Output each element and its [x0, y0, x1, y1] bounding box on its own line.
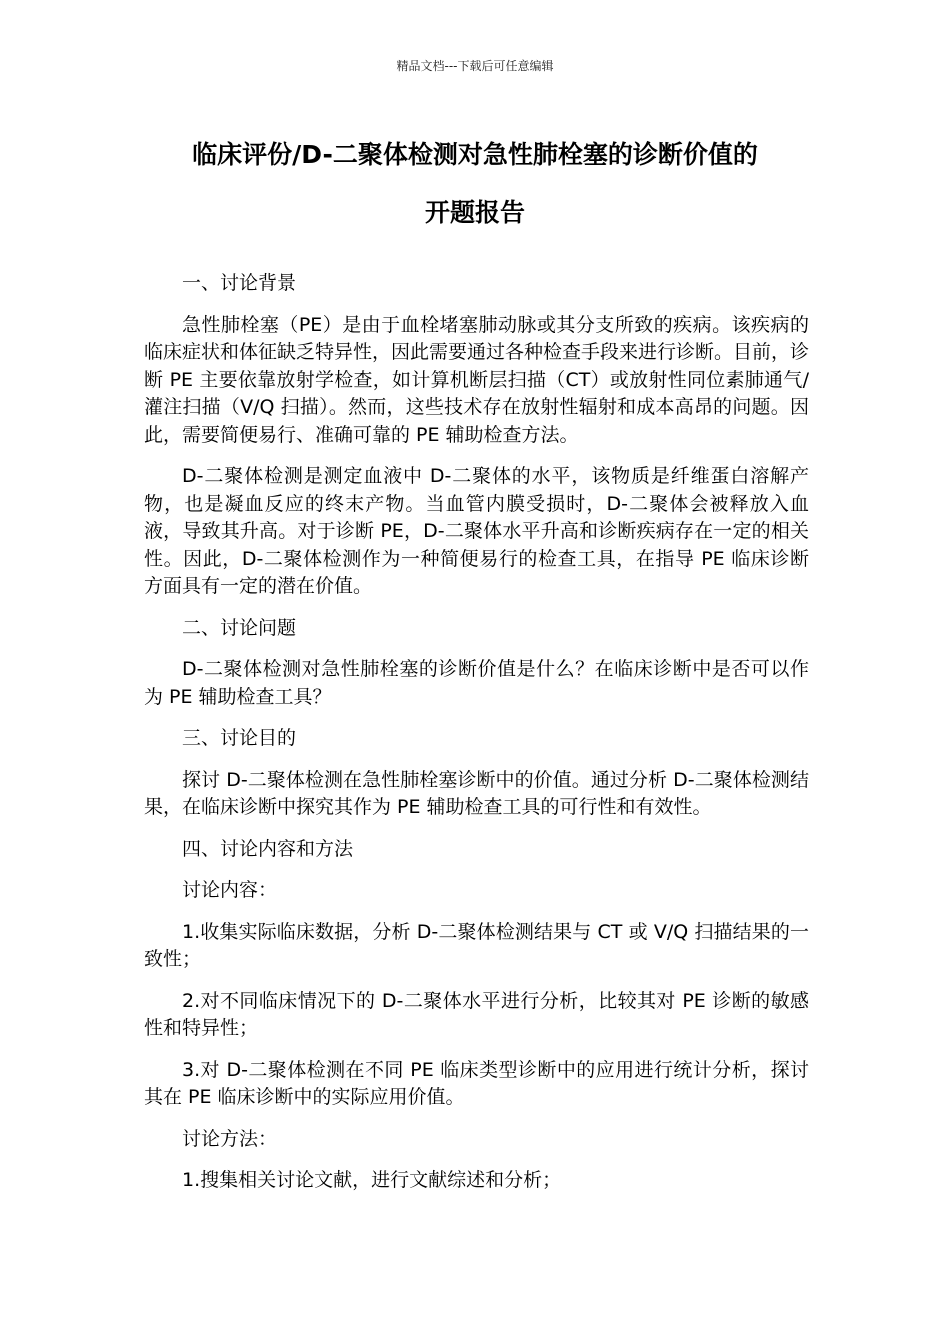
section-heading-background: 一、讨论背景 [182, 272, 297, 294]
header-note: 精品文档---下载后可任意编辑 [396, 59, 554, 73]
section-heading-question: 二、讨论问题 [182, 616, 297, 639]
content-label: 讨论内容： [182, 879, 278, 901]
paragraph-question: D-二聚体检测对急性肺栓塞的诊断价值是什么？在临床诊断中是否可以作为 PE 辅助检查工具？ [144, 658, 809, 708]
paragraph-purpose: 探讨 D-二聚体检测在急性肺栓塞诊断中的价值。通过分析 D-二聚体检测结果，在临床诊断中探究其作为 PE 辅助检查工具的可行性和有效性。 [144, 768, 809, 818]
paragraph-background-1: 急性肺栓塞（PE）是由于血栓堵塞肺动脉或其分支所致的疾病。该疾病的临床症状和体征缺乏特异性，因此需要通过各种检查手段来进行诊断。目前，诊断 PE 主要依靠放射学检查，如计算机断层扫描（CT）或放射性同位素肺通气/灌注扫描（V/Q 扫描）。然而，这些技术存在放射性辐射和成本高昂的问题。因此，需要简便易行、准确可靠的 PE 辅助检查方法。 [144, 313, 810, 446]
content-item-2: 2.对不同临床情况下的 D-二聚体水平进行分析，比较其对 PE 诊断的敏感性和特异性； [144, 989, 809, 1039]
title-line-2: 开题报告 [424, 198, 525, 227]
content-item-3: 3.对 D-二聚体检测在不同 PE 临床类型诊断中的应用进行统计分析，探讨其在 PE 临床诊断中的实际应用价值。 [144, 1058, 809, 1108]
method-item-1: 1.搜集相关讨论文献，进行文献综述和分析； [182, 1169, 562, 1191]
document-body [144, 270, 809, 1209]
content-item-1: 1.收集实际临床数据，分析 D-二聚体检测结果与 CT 或 V/Q 扫描结果的一致性； [144, 920, 809, 970]
section-heading-purpose: 三、讨论目的 [182, 727, 297, 749]
method-label: 讨论方法： [182, 1127, 278, 1150]
paragraph-background-2: D-二聚体检测是测定血液中 D-二聚体的水平，该物质是纤维蛋白溶解产物，也是凝血反应的终末产物。当血管内膜受损时，D-二聚体会被释放入血液，导致其升高。对于诊断 PE，D-二聚体水平升高和诊断疾病存在一定的相关性。因此，D-二聚体检测作为一种简便易行的检查工具，在指导 PE 临床诊断方面具有一定的潜在价值。 [144, 465, 809, 597]
title-line-1: 临床评份/D-二聚体检测对急性肺栓塞的诊断价值的 [192, 140, 758, 169]
section-heading-content-method: 四、讨论内容和方法 [182, 837, 354, 860]
